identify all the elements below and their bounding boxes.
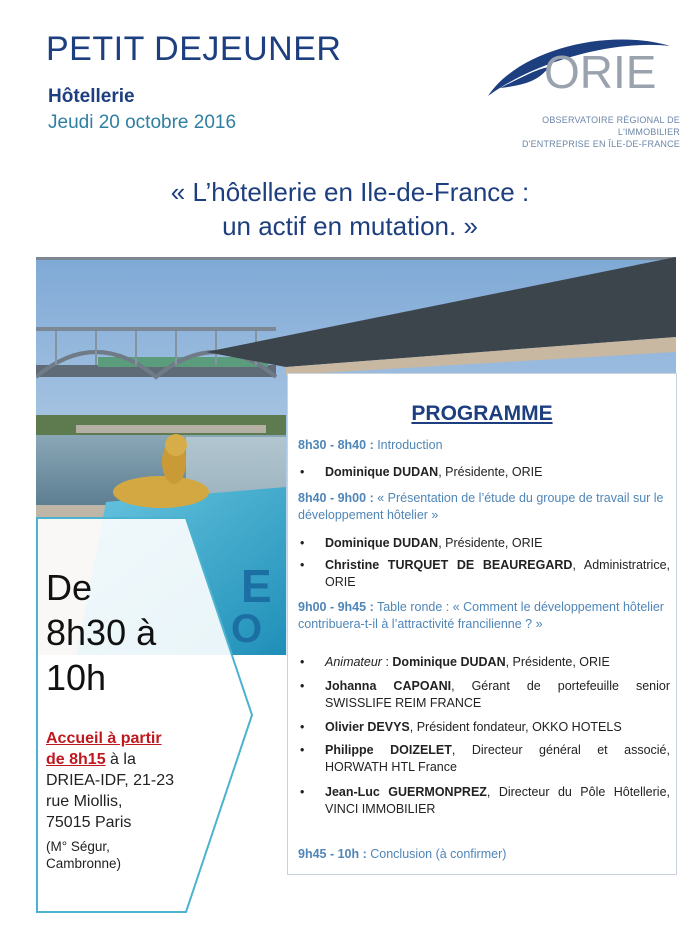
metro-info	[46, 838, 121, 872]
program-slot	[298, 846, 670, 863]
speaker-item: • Dominique DUDAN, Présidente, ORIE	[300, 465, 543, 479]
speaker-role: , Directeur général et associé, HORWATH HTL France	[325, 743, 670, 774]
slot-text: Conclusion (à confirmer)	[366, 847, 507, 861]
slot-time: 8h30 - 8h40 :	[298, 438, 374, 452]
event-subtitle: Hôtellerie	[48, 86, 135, 107]
speaker-role: , Administratrice, ORIE	[325, 558, 671, 589]
svg-text:E: E	[241, 560, 272, 612]
speaker-item: • Johanna CAPOANI, Gérant de portefeuille senior SWISSLIFE REIM FRANCE	[300, 679, 670, 710]
metro-line: (M° Ségur,	[46, 839, 110, 854]
program-slot	[298, 437, 670, 454]
program-slot	[298, 599, 670, 633]
metro-line: Cambronne)	[46, 856, 122, 871]
venue-address: 75015 Paris	[46, 814, 132, 831]
logo-caption	[480, 114, 680, 150]
schedule-times	[46, 565, 156, 700]
speaker-role: , Directeur du Pôle Hôtellerie, VINCI IMMOBILIER	[325, 785, 670, 816]
speaker-name: Johanna CAPOANI	[325, 679, 452, 693]
headline-line: un actif en mutation. »	[222, 211, 478, 241]
welcome-time: Accueil à partir	[46, 730, 162, 747]
slot-text: « Présentation de l’étude du groupe de travail sur le développement hôtelier »	[298, 491, 664, 522]
speaker-role: , Gérant de portefeuille senior SWISSLIFE REIM FRANCE	[325, 679, 670, 710]
event-date: Jeudi 20 octobre 2016	[48, 112, 237, 133]
speaker-role: , Présidente, ORIE	[505, 655, 610, 669]
welcome-time: de 8h15	[46, 751, 106, 768]
speaker-name: Dominique DUDAN	[325, 536, 439, 550]
speaker-role: , Présidente, ORIE	[438, 465, 543, 479]
speaker-name: Christine TURQUET DE BEAUREGARD	[325, 558, 573, 572]
speaker-name: Dominique DUDAN	[325, 465, 439, 479]
logo-caption-line: D'ENTREPRISE EN ÎLE-DE-FRANCE	[521, 139, 680, 149]
slot-time: 8h40 - 9h00 :	[298, 491, 374, 505]
moderator-label: Animateur	[325, 655, 382, 669]
slot-time: 9h45 - 10h :	[298, 847, 367, 861]
speaker-role: , Présidente, ORIE	[438, 536, 543, 550]
speaker-name: Olivier DEVYS	[325, 720, 410, 734]
time-line: 10h	[46, 657, 107, 698]
venue-info	[46, 728, 174, 833]
program-title: PROGRAMME	[411, 402, 553, 425]
speaker-item: • Christine TURQUET DE BEAUREGARD, Administratrice, ORIE	[300, 558, 671, 589]
slot-text: Table ronde : « Comment le développement hôtelier contribuera-t-il à l’attractivité francilienne ? »	[298, 600, 664, 631]
time-line: 8h30 à	[46, 612, 157, 653]
logo-wordmark: ORIE	[544, 46, 657, 98]
speaker-name: Dominique DUDAN	[392, 655, 506, 669]
program-panel	[287, 373, 677, 875]
speaker-role: , Président fondateur, OKKO HOTELS	[409, 720, 622, 734]
venue-address: DRIEA-IDF, 21-23	[46, 772, 175, 789]
slot-time: 9h00 - 9h45 :	[298, 600, 374, 614]
speaker-item: • Jean-Luc GUERMONPREZ, Directeur du Pôle Hôtellerie, VINCI IMMOBILIER	[300, 785, 670, 816]
speaker-name: Jean-Luc GUERMONPREZ	[325, 785, 487, 799]
speaker-name: Philippe DOIZELET	[325, 743, 452, 757]
speaker-item: • Animateur : Dominique DUDAN, Présidente, ORIE	[300, 655, 610, 669]
speaker-item: • Olivier DEVYS, Président fondateur, OKKO HOTELS	[300, 720, 622, 734]
headline-line: « L’hôtellerie en Ile-de-France :	[170, 177, 530, 207]
program-slot	[298, 490, 670, 524]
venue-address: rue Miollis,	[46, 793, 123, 810]
venue-text: à la	[105, 751, 136, 768]
svg-text:O: O	[231, 607, 263, 651]
event-title: PETIT DEJEUNER	[46, 30, 342, 68]
slot-text: Introduction	[373, 438, 443, 452]
logo-caption-line: OBSERVATOIRE RÉGIONAL DE L'IMMOBILIER	[542, 115, 680, 137]
moderator-sep: :	[381, 655, 393, 669]
speaker-item: • Philippe DOIZELET, Directeur général et associé, HORWATH HTL France	[300, 743, 670, 774]
time-line: De	[46, 567, 93, 608]
speaker-item: • Dominique DUDAN, Présidente, ORIE	[300, 536, 543, 550]
headline	[0, 175, 700, 243]
